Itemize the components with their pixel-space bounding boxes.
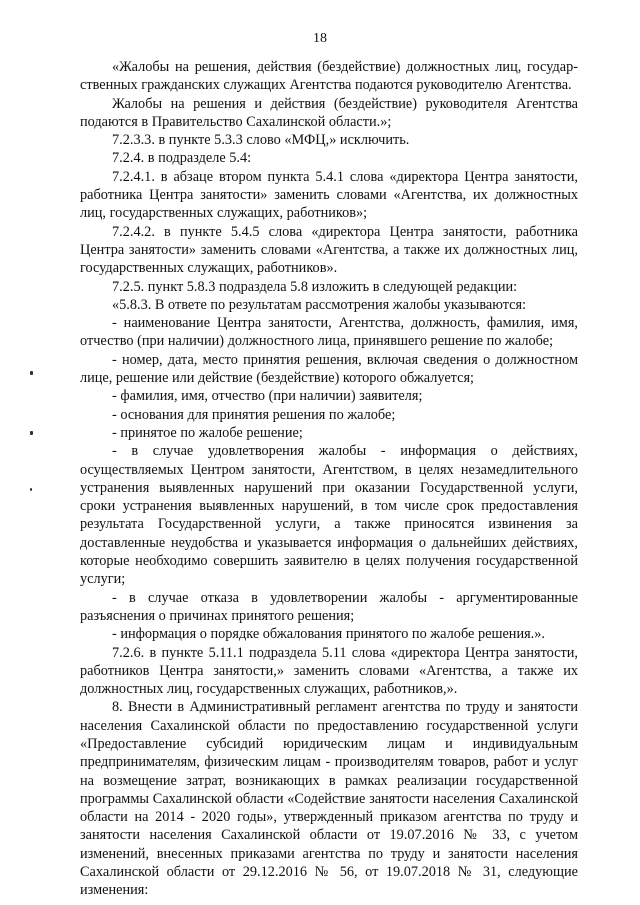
margin-mark [30, 431, 33, 435]
paragraph: 7.2.4.2. в пункте 5.4.5 слова «директора Центра занятости, работника Центра занятости» заменить словами «Агентства, а также их должностных лиц, государственных служащих, работников». [80, 223, 578, 277]
paragraph: 7.2.4. в подразделе 5.4: [112, 150, 252, 167]
document-body [80, 58, 578, 900]
list-item: - наименование Центра занятости, Агентства, должность, фамилия, имя, отчество (при наличии) должностного лица, принявшего решение по жалобе; [80, 315, 578, 350]
list-item: - номер, дата, место принятия решения, включая сведения о должностном лице, решение или действие (бездействие) которого обжалуется; [80, 351, 578, 387]
list-item: - информация о порядке обжалования принятого по жалобе решения.». [112, 626, 545, 643]
list-item: - основания для принятия решения по жалобе; [112, 406, 396, 423]
paragraph: «5.8.3. В ответе по результатам рассмотрения жалобы указываются: [112, 296, 527, 313]
page-number: 18 [313, 31, 327, 46]
list-item: - фамилия, имя, отчество (при наличии) заявителя; [112, 388, 423, 405]
paragraph: 8. Внести в Административный регламент агентства по труду и занятости населения Сахалинской области по предоставлению государственной услуги «Предоставление субсидий юридическим лицам и индивидуальным предпринимателям, физическим лицам - производителям товаров, работ и услуг на возмещение затрат, возникающих в рамках реализации государственной программы Сахалинской области «Содействие занятости населения Сахалинской области на 2014 - 2020 годы», утвержденный приказом агентства по труду и занятости населения Сахалинской области от 19.07.2016 № 33, с учетом изменений, внесенных приказами агентства по труду и занятости населения Сахалинской области от 29.12.2016 № 56, от 19.07.2018 № 31, следующие изменения: [80, 699, 578, 899]
paragraph: «Жалобы на решения, действия (бездействие) должностных лиц, государственных гражданских служащих Агентства подаются руководителю Агентства. [80, 59, 578, 94]
paragraph: 7.2.3.3. в пункте 5.3.3 слово «МФЦ,» исключить. [112, 132, 410, 149]
list-item: - в случае удовлетворения жалобы - информация о действиях, осуществляемых Центром занятости, Агентством, в целях незамедлительного устранения выявленных нарушений при оказании Государственной услуги, сроки устранения выявленных нарушений, в том числе срок предоставления результата Государственной услуги, а также приносятся извинения за доставленные неудобства и указывается информация о дальнейших действиях, которые необходимо совершить заявителю в целях получения государственной услуги; [80, 443, 578, 588]
paragraph: 7.2.6. в пункте 5.11.1 подраздела 5.11 слова «директора Центра занятости, работников Центра занятости,» заменить словами «Агентства, а также их должностных лиц, государственных служащих, работников,». [80, 644, 578, 698]
list-item: - в случае отказа в удовлетворении жалобы - аргументированные разъяснения о причинах принятого решения; [80, 589, 578, 624]
margin-mark [30, 371, 33, 375]
paragraph: Жалобы на решения и действия (бездействие) руководителя Агентства подаются в Правительство Сахалинской области.»; [80, 95, 578, 130]
margin-mark [30, 488, 32, 491]
paragraph: 7.2.5. пункт 5.8.3 подраздела 5.8 изложить в следующей редакции: [112, 278, 518, 295]
list-item: - принятое по жалобе решение; [112, 424, 303, 441]
paragraph: 7.2.4.1. в абзаце втором пункта 5.4.1 слова «директора Центра занятости, работника Центра занятости» заменить словами «Агентства, их должностных лиц, государственных служащих, работников»; [80, 168, 578, 222]
